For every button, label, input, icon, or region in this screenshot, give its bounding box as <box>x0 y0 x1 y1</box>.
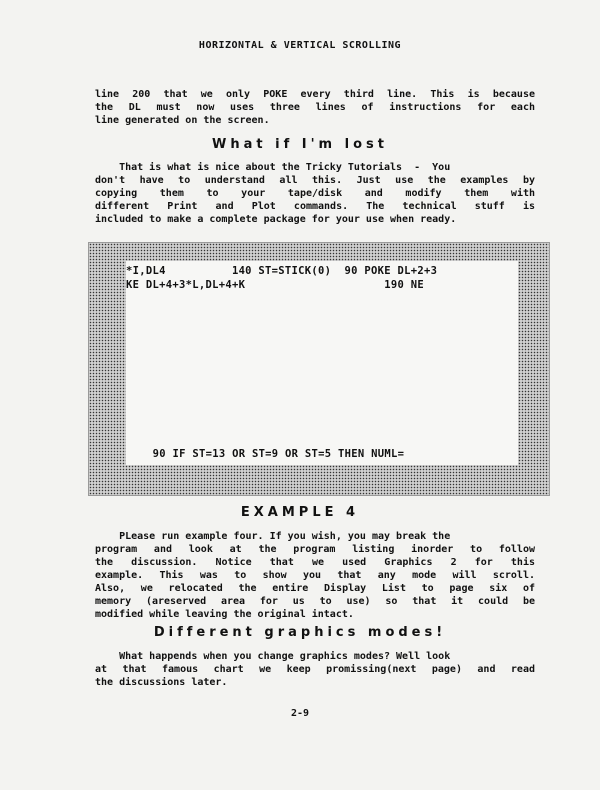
lost-paragraph <box>95 161 535 226</box>
intro-paragraph <box>95 88 535 127</box>
text-line: example. This was to show you that any mode will scroll. <box>95 570 535 581</box>
graphics-paragraph <box>95 650 535 689</box>
page-header: HORIZONTAL & VERTICAL SCROLLING <box>198 40 402 51</box>
text-line: Also, we relocated the entire Display List to page six of <box>95 583 535 594</box>
section-heading-example-4: EXAMPLE 4 <box>240 505 360 520</box>
text-line: copying them to your tape/disk and modify them with <box>95 188 535 199</box>
page-number: 2-9 <box>290 708 310 719</box>
text-line: What happends when you change graphics modes? Well look <box>95 651 451 662</box>
text-line: the discussion. Notice that we used Graphics 2 for this <box>95 557 535 568</box>
text-line: included to make a complete package for your use when ready. <box>95 214 457 225</box>
text-line: PLease run example four. If you wish, you may break the <box>95 531 451 542</box>
text-line: the DL must now uses three lines of instructions for each <box>95 102 535 113</box>
section-heading-lost: What if I'm lost <box>212 137 388 152</box>
text-line: program and look at the program listing inorder to follow <box>95 544 535 555</box>
example-paragraph <box>95 530 535 621</box>
screen-display-area <box>126 261 518 465</box>
screen-text-line: *I,DL4 140 ST=STICK(0) 90 POKE DL+2+3 <box>126 265 438 277</box>
text-line: the discussions later. <box>95 677 228 688</box>
screen-text-line: 90 IF ST=13 OR ST=9 OR ST=5 THEN NUML= <box>146 448 405 460</box>
text-line: modified while leaving the original intact. <box>95 609 354 620</box>
text-line: line 200 that we only POKE every third line. This is because <box>95 89 535 100</box>
text-line: memory (areserved area for us to use) so that it could be <box>95 596 535 607</box>
text-line: don't have to understand all this. Just use the examples by <box>95 175 535 186</box>
section-heading-graphics-modes: Different graphics modes! <box>153 625 447 640</box>
text-line: line generated on the screen. <box>95 115 270 126</box>
screen-capture-figure <box>88 242 550 496</box>
screen-text-line: KE DL+4+3*L,DL+4+K 190 NE <box>126 279 424 291</box>
text-line: That is what is nice about the Tricky Tutorials - You <box>95 162 451 173</box>
text-line: at that famous chart we keep promissing(next page) and read <box>95 664 535 675</box>
text-line: different Print and Plot commands. The technical stuff is <box>95 201 535 212</box>
